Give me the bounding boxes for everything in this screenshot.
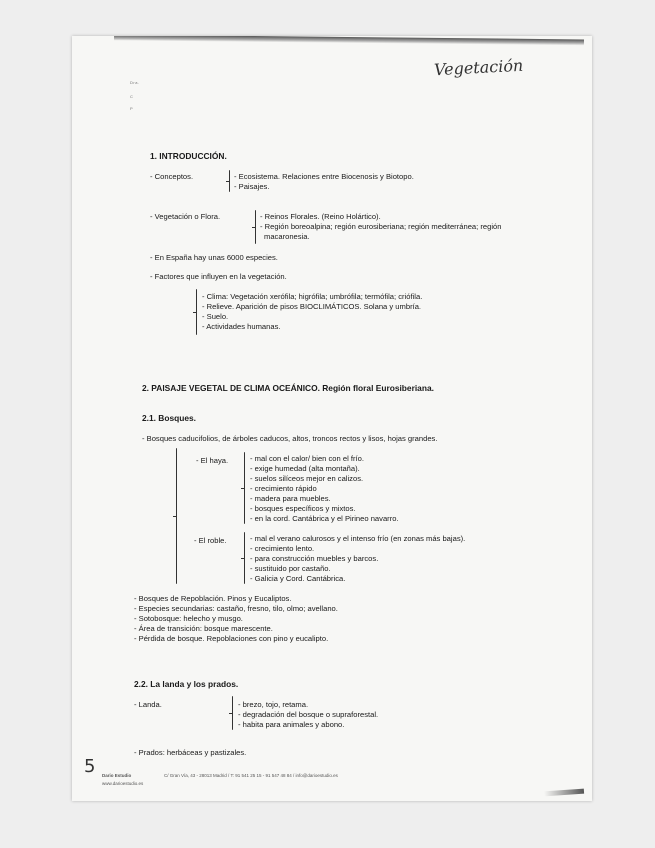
vegetacion-item: macaronesia.	[264, 232, 310, 241]
handwritten-title: Vegetación	[433, 55, 524, 80]
scan-edge-shadow	[114, 36, 584, 45]
handwritten-page-number: 5	[84, 756, 96, 777]
factores-text: - Factores que influyen en la vegetación.	[150, 272, 287, 281]
brace	[255, 210, 256, 244]
brace	[196, 289, 197, 335]
header-smudge-2: C	[130, 94, 134, 99]
scanned-page	[72, 36, 592, 801]
brace	[232, 696, 233, 730]
conceptos-item: - Ecosistema. Relaciones entre Biocenosis y Biotopo.	[234, 172, 414, 181]
haya-item: - crecimiento rápido	[250, 484, 317, 493]
landa-item: - degradación del bosque o supraforestal.	[238, 710, 379, 719]
conceptos-label: - Conceptos.	[150, 172, 194, 181]
prados-text: - Prados: herbáceas y pastizales.	[134, 748, 247, 757]
bosques-extra: - Sotobosque: helecho y musgo.	[134, 614, 243, 623]
scan-edge-shadow-bottom	[544, 789, 584, 797]
brace	[244, 452, 245, 524]
section-heading-intro: 1. INTRODUCCIÓN.	[150, 151, 227, 161]
roble-item: - mal el verano calurosos y el intenso frío (en zonas más bajas).	[250, 534, 466, 543]
section-heading-2-2: 2.2. La landa y los prados.	[134, 679, 239, 689]
footer-address: C/ Gran Vía, 43 - 28013 Madrid / T: 91 541 25 15 - 91 547 48 84 / info@darioestudio.es	[164, 773, 338, 778]
bosques-extra: - Pérdida de bosque. Repoblaciones con pino y eucalipto.	[134, 634, 329, 643]
haya-item: - exige humedad (alta montaña).	[250, 464, 360, 473]
factores-item: - Clima: Vegetación xerófila; higrófila; umbrófila; termófila; criófila.	[202, 292, 423, 301]
haya-label: - El haya.	[196, 456, 229, 465]
haya-item: - en la cord. Cantábrica y el Pirineo navarro.	[250, 514, 399, 523]
landa-item: - habita para animales y abono.	[238, 720, 345, 729]
landa-item: - brezo, tojo, retama.	[238, 700, 309, 709]
roble-item: - para construcción muebles y barcos.	[250, 554, 379, 563]
section-heading-2-1: 2.1. Bosques.	[142, 413, 196, 423]
haya-item: - suelos silíceos mejor en calizos.	[250, 474, 364, 483]
footer-web: www.darioestudio.es	[102, 781, 144, 786]
section-heading-2: 2. PAISAJE VEGETAL DE CLIMA OCEÁNICO. Región floral Eurosiberiana.	[142, 383, 434, 393]
roble-item: - Galicia y Cord. Cantábrica.	[250, 574, 346, 583]
brace	[244, 532, 245, 584]
roble-item: - sustituido por castaño.	[250, 564, 331, 573]
header-smudge-1: Dra.	[130, 80, 140, 85]
espana-text: - En España hay unas 6000 especies.	[150, 253, 278, 262]
haya-item: - mal con el calor/ bien con el frío.	[250, 454, 364, 463]
vegetacion-item: - Reinos Florales. (Reino Holártico).	[260, 212, 381, 221]
factores-item: - Actividades humanas.	[202, 322, 281, 331]
roble-label: - El roble.	[194, 536, 227, 545]
brace-outer	[176, 448, 177, 584]
brace	[229, 170, 230, 192]
roble-item: - crecimiento lento.	[250, 544, 315, 553]
footer-brand: Dario Estudio	[102, 773, 132, 778]
factores-item: - Suelo.	[202, 312, 229, 321]
bosques-extra: - Especies secundarias: castaño, fresno, tilo, olmo; avellano.	[134, 604, 338, 613]
vegetacion-item: - Región boreoalpina; región eurosiberiana; región mediterránea; región	[260, 222, 502, 231]
haya-item: - madera para muebles.	[250, 494, 331, 503]
bosques-extra: - Área de transición: bosque marescente.	[134, 624, 273, 633]
conceptos-item: - Paisajes.	[234, 182, 270, 191]
bosques-extra: - Bosques de Repoblación. Pinos y Eucaliptos.	[134, 594, 292, 603]
vegetacion-label: - Vegetación o Flora.	[150, 212, 221, 221]
haya-item: - bosques específicos y mixtos.	[250, 504, 356, 513]
bosques-intro: - Bosques caducifolios, de árboles caducos, altos, troncos rectos y lisos, hojas grandes.	[142, 434, 438, 443]
landa-label: - Landa.	[134, 700, 162, 709]
factores-item: - Relieve. Aparición de pisos BIOCLIMÁTICOS. Solana y umbría.	[202, 302, 422, 311]
header-smudge-3: P	[130, 106, 134, 111]
